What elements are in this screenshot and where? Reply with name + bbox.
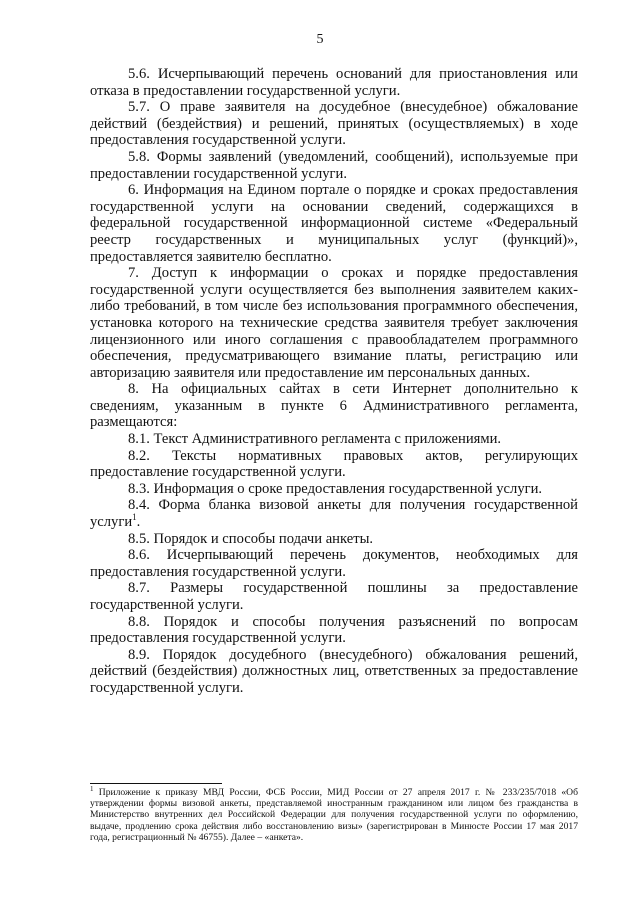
paragraph-8-4	[90, 497, 578, 530]
page-number: 5	[316, 32, 324, 47]
paragraph-8: 8. На официальных сайтах в сети Интернет дополнительно к сведениям, указанным в пункте 6 Административного регламента, размещаются:	[90, 381, 578, 431]
paragraph-6: 6. Информация на Едином портале о порядке и сроках предоставления государственной услуги на основании сведений, содержащихся в федеральной государственной информационной системе «Федеральный реестр государственных и муниципальных услуг (функций)», предоставляется заявителю бесплатно.	[90, 182, 578, 265]
document-body	[90, 66, 578, 697]
footnote-text: Приложение к приказу МВД России, ФСБ России, МИД России от 27 апреля 2017 г. № 233/235/7018 «Об утверждении формы визовой анкеты, представляемой иностранным гражданином или лицом без гражданства в Министерство внутренних дел Российской Федерации для получения государственной услуги по оформлению, выдаче, продлению срока действия либо восстановлению визы» (зарегистрирован в Минюсте России 17 мая 2017 года, регистрационный № 46755). Далее – «анкета».	[90, 787, 578, 843]
paragraph-8-4-end: .	[136, 514, 141, 531]
paragraph-5-7: 5.7. О праве заявителя на досудебное (внесудебное) обжалование действий (бездействия) и решений, принятых (осуществляемых) в ходе предоставления государственной услуги.	[90, 99, 578, 149]
footnote	[90, 784, 578, 843]
paragraph-8-7: 8.7. Размеры государственной пошлины за предоставление государственной услуги.	[90, 580, 578, 613]
paragraph-5-8: 5.8. Формы заявлений (уведомлений, сообщений), используемые при предоставлении государственной услуги.	[90, 148, 578, 182]
paragraph-8-9: 8.9. Порядок досудебного (внесудебного) обжалования решений, действий (бездействия) должностных лиц, ответственных за предоставление государственной услуги.	[90, 646, 578, 696]
paragraph-8-4-text: 8.4. Форма бланка визовой анкеты для получения государственной услуги	[90, 497, 578, 531]
paragraph-8-3: 8.3. Информация о сроке предоставления государственной услуги.	[128, 480, 543, 497]
footnote-reference[interactable]: 1	[132, 512, 137, 523]
paragraph-8-5: 8.5. Порядок и способы подачи анкеты.	[128, 530, 374, 547]
paragraph-8-1: 8.1. Текст Административного регламента с приложениями.	[128, 431, 502, 448]
paragraph-8-8: 8.8. Порядок и способы получения разъяснений по вопросам предоставления государственной услуги.	[90, 613, 578, 647]
paragraph-8-6: 8.6. Исчерпывающий перечень документов, необходимых для предоставления государственной услуги.	[90, 547, 578, 580]
paragraph-8-2: 8.2. Тексты нормативных правовых актов, регулирующих предоставление государственной услуги.	[90, 447, 578, 481]
paragraph-7: 7. Доступ к информации о сроках и порядке предоставления государственной услуги осуществляется без выполнения заявителем каких-либо требований, в том числе без использования программного обеспечения, установка которого на технические средства заявителя требует заключения лицензионного или иного соглашения с правообладателем программного обеспечения, предусматривающего взимание платы, регистрацию или авторизацию заявителя или предоставление им персональных данных.	[90, 265, 578, 381]
footnote-divider	[90, 783, 222, 784]
paragraph-5-6: 5.6. Исчерпывающий перечень оснований для приостановления или отказа в предоставлении государственной услуги.	[90, 66, 578, 99]
footnote-marker: 1	[90, 784, 94, 793]
